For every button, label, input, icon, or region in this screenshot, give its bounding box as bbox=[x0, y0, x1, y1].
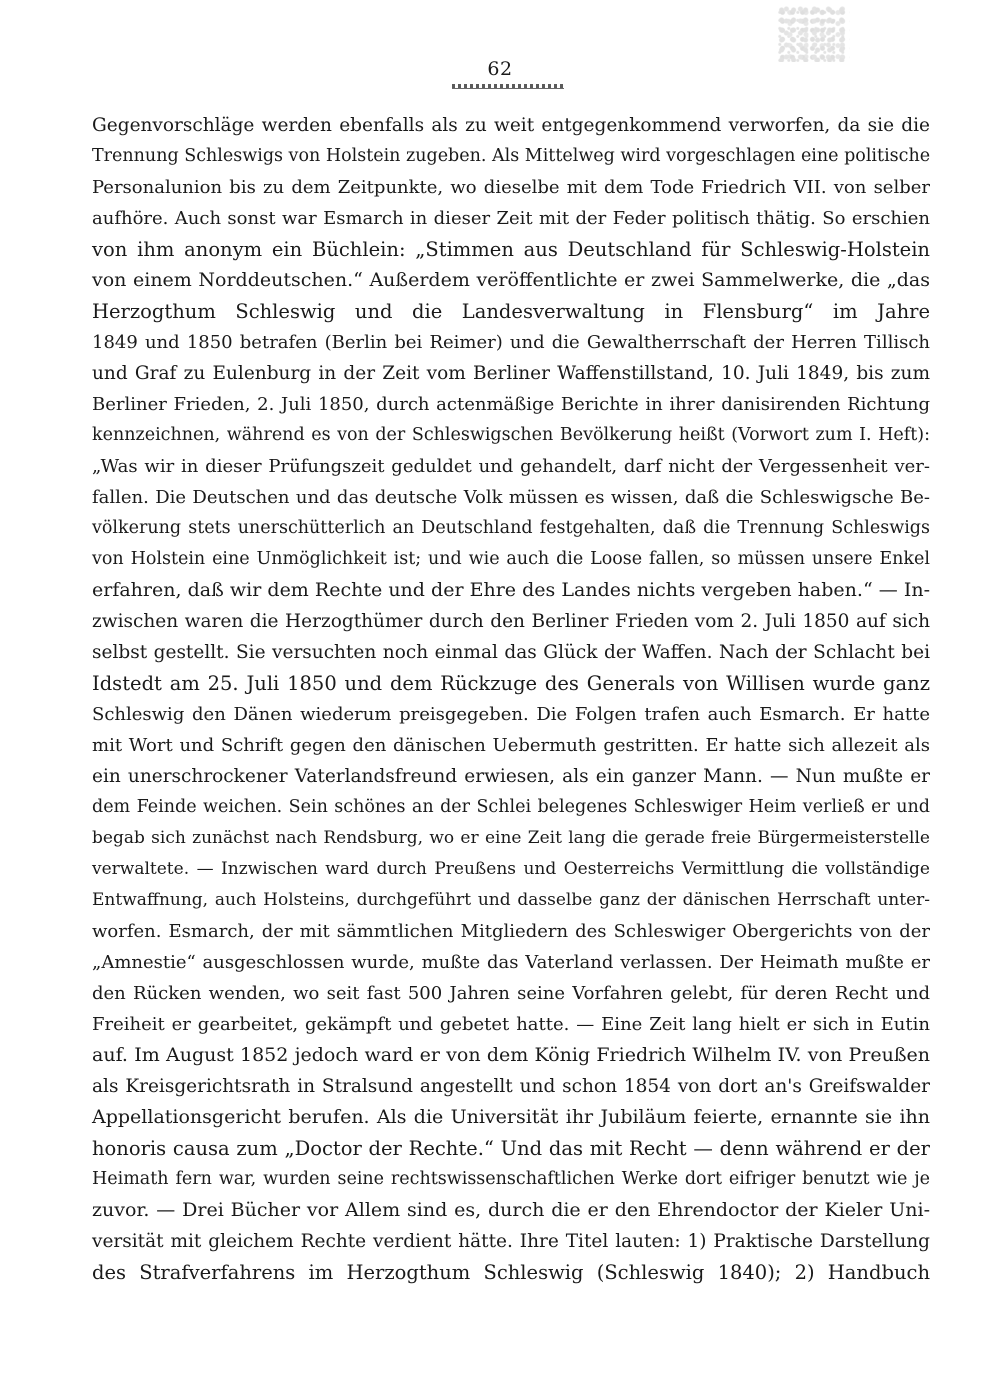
text-line: fallen. Die Deutschen und das deutsche Volk müssen es wissen, daß die Schleswigsche Be- bbox=[92, 487, 930, 508]
text-line: Gegenvorschläge werden ebenfalls als zu weit entgegenkommend verworfen, da sie die bbox=[92, 115, 930, 136]
text-line: ein unerschrockener Vaterlandsfreund erwiesen, als ein ganzer Mann. — Nun mußte er bbox=[92, 766, 930, 787]
text-line: von einem Norddeutschen.“ Außerdem veröffentlichte er zwei Sammelwerke, die „das bbox=[92, 269, 930, 291]
text-line: honoris causa zum „Doctor der Rechte.“ Und das mit Recht — denn während er der bbox=[92, 1137, 930, 1160]
text-line: Berliner Frieden, 2. Juli 1850, durch actenmäßige Berichte in ihrer danisirenden Richtung bbox=[92, 394, 930, 415]
text-line: kennzeichnen, während es von der Schleswigschen Bevölkerung heißt (Vorwort zum I. Heft): bbox=[92, 425, 930, 445]
text-line: von Holstein eine Unmöglichkeit ist; und wie auch die Loose fallen, so müssen unsere Enkel bbox=[92, 549, 930, 569]
text-line: aufhöre. Auch sonst war Esmarch in dieser Zeit mit der Feder politisch thätig. So erschien bbox=[92, 208, 930, 229]
text-line: mit Wort und Schrift gegen den dänischen Uebermuth gestritten. Er hatte sich allezeit als bbox=[92, 735, 930, 756]
text-line: auf. Im August 1852 jedoch ward er von dem König Friedrich Wilhelm IV. von Preußen bbox=[92, 1044, 930, 1066]
text-line: Appellationsgericht berufen. Als die Universität ihr Jubiläum feierte, ernannte sie ihn bbox=[92, 1106, 930, 1128]
text-line: des Strafverfahrens im Herzogthum Schleswig (Schleswig 1840); 2) Handbuch bbox=[92, 1261, 930, 1284]
text-line: erfahren, daß wir dem Rechte und der Ehre des Landes nichts vergeben haben.“ — In- bbox=[92, 579, 930, 601]
paper-stain bbox=[778, 6, 850, 62]
text-line: von ihm anonym ein Büchlein: „Stimmen aus Deutschland für Schleswig-Holstein bbox=[92, 238, 930, 261]
text-line: versität mit gleichem Rechte verdient hätte. Ihre Titel lauten: 1) Praktische Darstellung bbox=[92, 1231, 930, 1252]
text-line: verwaltete. — Inzwischen ward durch Preußens und Oesterreichs Vermittlung die vollständige bbox=[92, 859, 930, 879]
text-line: den Rücken wenden, wo seit fast 500 Jahren seine Vorfahren gelebt, für deren Recht und bbox=[92, 983, 930, 1004]
text-line: Trennung Schleswigs von Holstein zugeben. Als Mittelweg wird vorgeschlagen eine politische bbox=[92, 146, 931, 166]
text-line: Freiheit er gearbeitet, gekämpft und gebetet hatte. — Eine Zeit lang hielt er sich in Eutin bbox=[92, 1014, 930, 1035]
text-line: zwischen waren die Herzogthümer durch den Berliner Frieden vom 2. Juli 1850 auf sich bbox=[92, 611, 930, 632]
text-line: „Amnestie“ ausgeschlossen wurde, mußte das Vaterland verlassen. Der Heimath mußte er bbox=[92, 952, 930, 973]
text-line: zuvor. — Drei Bücher vor Allem sind es, durch die er den Ehrendoctor der Kieler Uni- bbox=[92, 1199, 930, 1221]
text-line: selbst gestellt. Sie versuchten noch einmal das Glück der Waffen. Nach der Schlacht bei bbox=[92, 642, 930, 663]
text-line: dem Feinde weichen. Sein schönes an der Schlei belegenes Schleswiger Heim verließ er und bbox=[92, 797, 930, 817]
text-line: „Was wir in dieser Prüfungszeit geduldet und gehandelt, darf nicht der Vergessenheit ver- bbox=[92, 456, 930, 477]
body-text bbox=[92, 110, 930, 1288]
page-number-rule bbox=[452, 84, 564, 89]
text-line: Heimath fern war, wurden seine rechtswissenschaftlichen Werke dort eifriger benutzt wie je bbox=[92, 1169, 930, 1189]
text-line: als Kreisgerichtsrath in Stralsund angestellt und schon 1854 von dort an's Greifswalder bbox=[92, 1076, 930, 1097]
text-line: Herzogthum Schleswig und die Landesverwaltung in Flensburg“ im Jahre bbox=[92, 300, 930, 323]
text-line: Schleswig den Dänen wiederum preisgegeben. Die Folgen trafen auch Esmarch. Er hatte bbox=[92, 704, 930, 725]
text-line: Entwaffnung, auch Holsteins, durchgeführt und dasselbe ganz der dänischen Herrschaft unter- bbox=[92, 890, 930, 910]
text-line: Idstedt am 25. Juli 1850 und dem Rückzuge des Generals von Willisen wurde ganz bbox=[92, 672, 930, 695]
text-line: und Graf zu Eulenburg in der Zeit vom Berliner Waffenstillstand, 10. Juli 1849, bis zum bbox=[92, 363, 930, 384]
text-line: Personalunion bis zu dem Zeitpunkte, wo dieselbe mit dem Tode Friedrich VII. von selber bbox=[92, 177, 930, 198]
text-line: begab sich zunächst nach Rendsburg, wo er eine Zeit lang die gerade freie Bürgermeisterstelle bbox=[92, 828, 930, 848]
text-line: völkerung stets unerschütterlich an Deutschland festgehalten, daß die Trennung Schleswigs bbox=[92, 518, 930, 538]
text-line: worfen. Esmarch, der mit sämmtlichen Mitgliedern des Schleswiger Obergerichts von der bbox=[92, 921, 930, 942]
text-line: 1849 und 1850 betrafen (Berlin bei Reimer) und die Gewaltherrschaft der Herren Tillisch bbox=[92, 332, 930, 353]
page-number: 62 bbox=[487, 58, 513, 80]
